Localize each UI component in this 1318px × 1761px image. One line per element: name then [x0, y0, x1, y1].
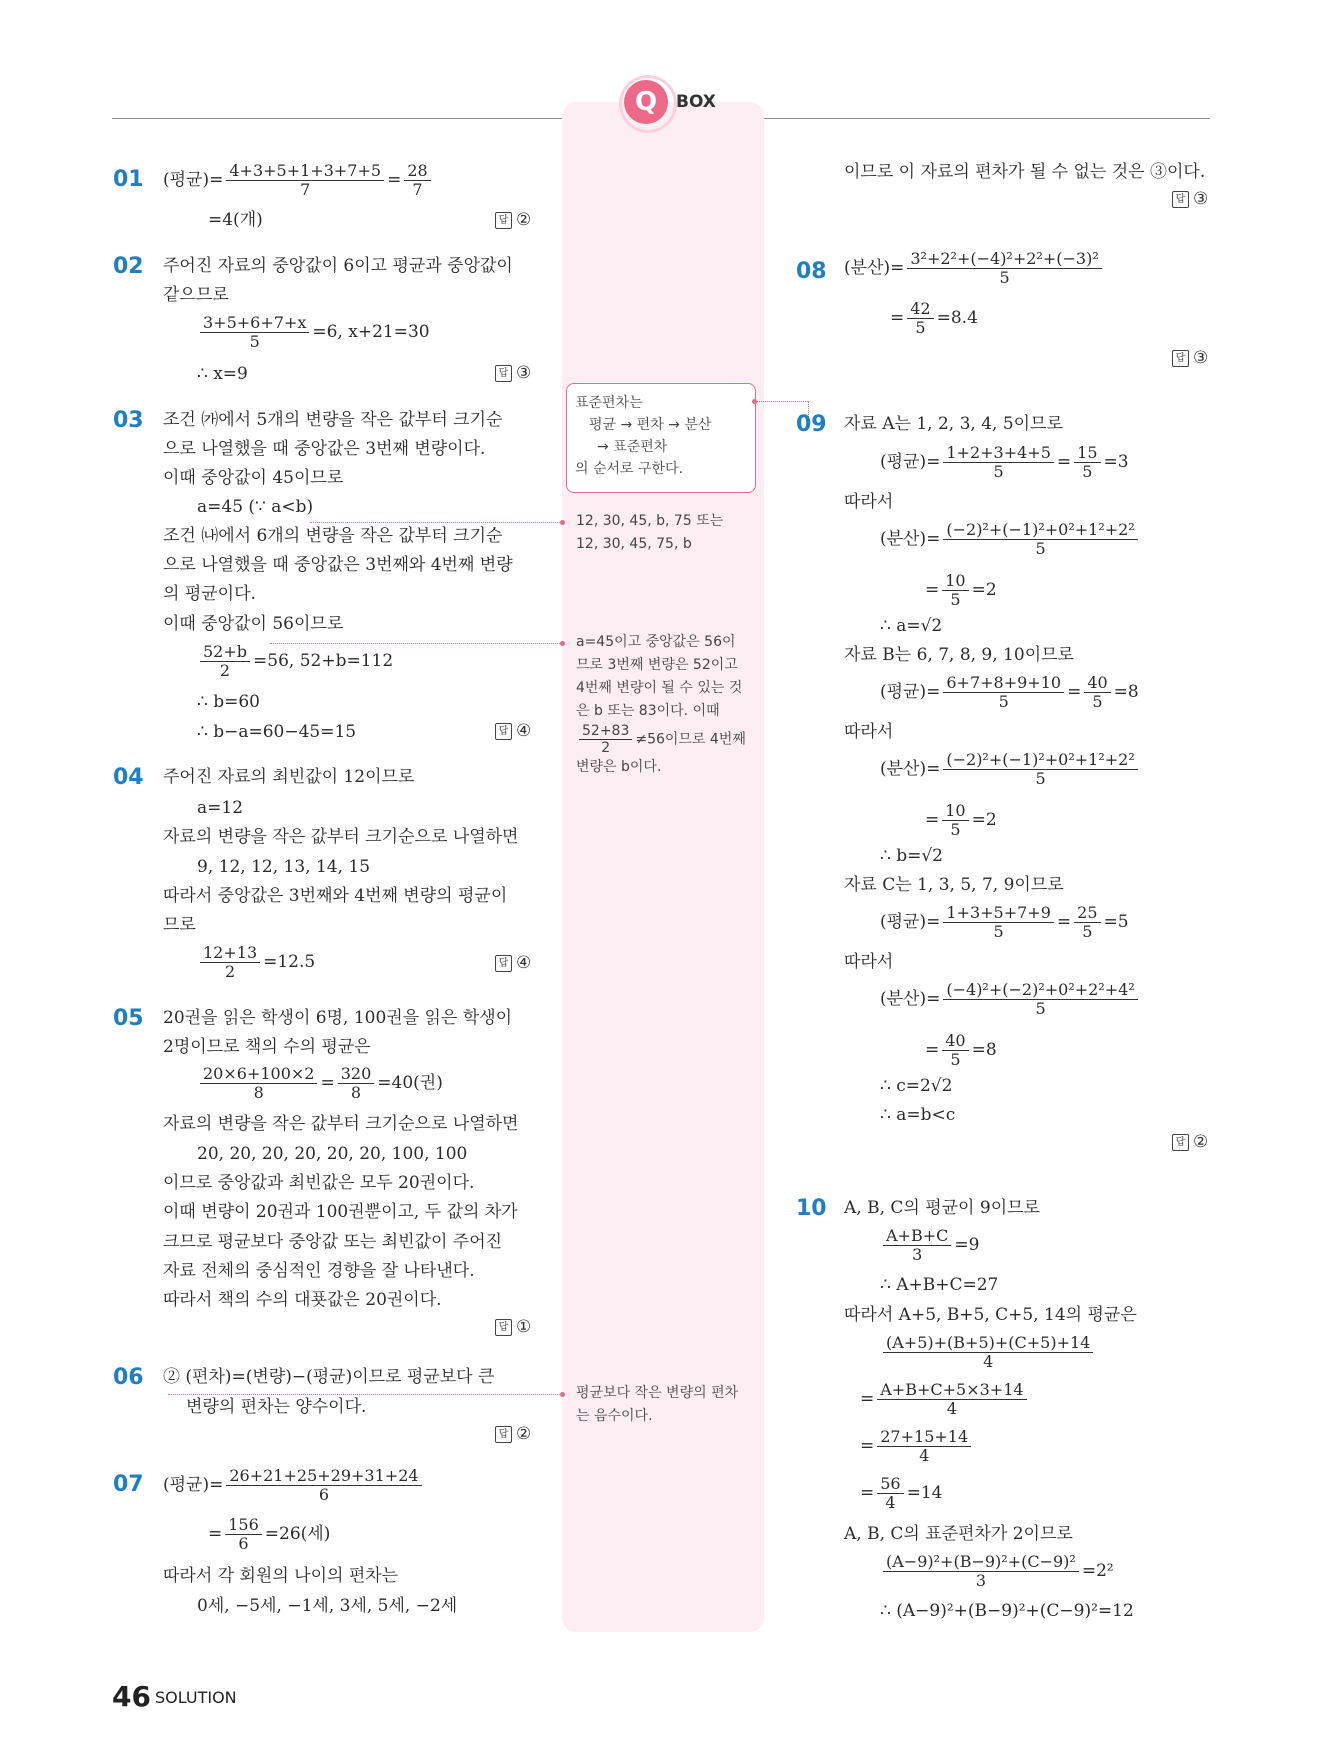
p05-line7: 이때 변량이 20권과 100권뿐이고, 두 값의 차가	[163, 1202, 518, 1222]
answer-03: 답 ④	[495, 721, 531, 741]
p03-line6: 으로 나열했을 때 중앙값은 3번째와 4번째 변량	[163, 555, 513, 575]
p09-c-result: ∴ c=2√2	[880, 1076, 953, 1096]
p03-line5: 조건 ㈏에서 6개의 변량을 작은 값부터 크기순	[163, 526, 503, 546]
problem-number-08: 08	[796, 259, 827, 284]
answer-icon: 답	[1172, 350, 1189, 367]
p08-line2: = $\frac{42}{5}$ =8.4	[890, 299, 978, 337]
note3: 평균보다 작은 변량의 편차 는 음수이다.	[576, 1385, 739, 1424]
p09-final: ∴ a=b<c	[880, 1105, 956, 1125]
p05-line4: 자료의 변량을 작은 값부터 크기순으로 나열하면	[163, 1114, 519, 1134]
p10-line11: ∴ (A−9)²+(B−9)²+(C−9)²=12	[880, 1601, 1134, 1621]
answer-04: 답 ④	[495, 953, 531, 973]
p03-line4: a=45 (∵ a<b)	[197, 497, 314, 517]
p01-line2: =4(개)	[208, 210, 263, 230]
p05-line9: 자료 전체의 중심적인 경향을 잘 나타낸다.	[163, 1261, 475, 1281]
p09-b-mean: (평균)= $\frac{6+7+8+9+10}{5}$ = $\frac{40}{5}$ =8	[880, 673, 1139, 711]
answer-05: 답 ①	[495, 1317, 531, 1337]
p03-line9: $\frac{52+b}{2}$ =56, 52+b=112	[197, 643, 393, 680]
p03-line3: 이때 중앙값이 45이므로	[163, 468, 344, 488]
answer-icon: 답	[495, 955, 512, 972]
p07-line2: = $\frac{156}{6}$ =26(세)	[208, 1515, 331, 1553]
p03-line2: 으로 나열했을 때 중앙값은 3번째 변량이다.	[163, 439, 486, 459]
page-number: 46	[112, 1680, 151, 1713]
problem-number-07: 07	[113, 1472, 144, 1497]
p09-b-result: ∴ b=√2	[880, 846, 943, 866]
p03-line10: ∴ b=60	[197, 692, 260, 712]
answer-08: 답 ③	[1172, 348, 1208, 368]
p05-line6: 이므로 중앙값과 최빈값은 모두 20권이다.	[163, 1173, 475, 1193]
p09-a-var: (분산)= $\frac{\text{(−2)²+(−1)²+0²+1²+2²}}{5}$	[880, 521, 1141, 558]
answer-icon: 답	[495, 365, 512, 382]
footer-label: SOLUTION	[155, 1688, 237, 1707]
p09-c-var2: = $\frac{40}{5}$ =8	[925, 1031, 997, 1069]
answer-icon: 답	[495, 723, 512, 740]
p04-line1: 주어진 자료의 최빈값이 12이므로	[163, 767, 415, 787]
answer-01: 답 ②	[495, 210, 531, 230]
answer-02: 답 ③	[495, 363, 531, 383]
p05-line8: 크므로 평균보다 중앙값 또는 최빈값이 주어진	[163, 1232, 503, 1252]
note3-dot	[560, 1392, 565, 1397]
tip-connector-dot	[752, 399, 757, 404]
q-icon: Q	[624, 80, 668, 124]
p10-line4: 따라서 A+5, B+5, C+5, 14의 평균은	[844, 1305, 1137, 1325]
p10-line10: $\frac{\text{(A−9)²+(B−9)²+(C−9)²}}{3}$ =2²	[880, 1553, 1114, 1590]
p03-line1: 조건 ㈎에서 5개의 변량을 작은 값부터 크기순	[163, 410, 503, 430]
tip-line: 의 순서로 구한다.	[575, 461, 684, 477]
p09-c-therefore: 따라서	[844, 952, 894, 972]
p04-line5: 따라서 중앙값은 3번째와 4번째 변량의 평균이	[163, 886, 508, 906]
p10-line3: ∴ A+B+C=27	[880, 1275, 999, 1295]
p04-line7: $\frac{12+13}{2}$ =12.5	[197, 944, 315, 981]
p03-line8: 이때 중앙값이 56이므로	[163, 614, 344, 634]
p02-line1: 주어진 자료의 중앙값이 6이고 평균과 중앙값이	[163, 256, 513, 276]
answer-07: 답 ③	[1172, 189, 1208, 209]
answer-icon: 답	[495, 1426, 512, 1443]
p09-c-mean: (평균)= $\frac{1+3+5+7+9}{5}$ = $\frac{25}{5}$ =5	[880, 903, 1129, 941]
p01-line1: (평균)= $\frac{4+3+5+1+3+7+5}{7}$ = $\frac{28}{7}$	[163, 162, 434, 199]
p05-line2: 2명이므로 책의 수의 평균은	[163, 1037, 371, 1057]
p09-b-var: (분산)= $\frac{\text{(−2)²+(−1)²+0²+1²+2²}}{5}$	[880, 751, 1141, 788]
tip-box	[566, 383, 756, 493]
problem-number-05: 05	[113, 1006, 144, 1031]
p03-line11: ∴ b−a=60−45=15	[197, 722, 357, 742]
p02-line4: ∴ x=9	[197, 364, 248, 384]
tip-line: → 표준편차	[597, 439, 668, 455]
p09-a-therefore: 따라서	[844, 492, 894, 512]
p04-line3: 자료의 변량을 작은 값부터 크기순으로 나열하면	[163, 827, 519, 847]
p09-b-therefore: 따라서	[844, 722, 894, 742]
p02-line3: $\frac{3+5+6+7+x}{5}$ =6, x+21=30	[197, 314, 430, 351]
p02-line2: 같으므로	[163, 285, 229, 305]
p10-line1: A, B, C의 평균이 9이므로	[844, 1198, 1040, 1218]
p04-line6: 므로	[163, 915, 196, 935]
problem-number-02: 02	[113, 254, 144, 279]
p10-line8: = $\frac{56}{4}$ =14	[860, 1474, 943, 1512]
tip-connector	[756, 401, 808, 402]
note1-connector	[310, 522, 562, 523]
p10-line9: A, B, C의 표준편차가 2이므로	[844, 1524, 1073, 1544]
p09-b-line1: 자료 B는 6, 7, 8, 9, 10이므로	[844, 645, 1074, 665]
p10-line5: $\frac{(A+5)+(B+5)+(C+5)+14}{4}$	[880, 1334, 1096, 1371]
problem-number-09: 09	[796, 412, 827, 437]
tip-line: 평균 → 편차 → 분산	[589, 417, 712, 433]
answer-icon: 답	[495, 212, 512, 229]
answer-06: 답 ②	[495, 1424, 531, 1444]
p04-line4: 9, 12, 12, 13, 14, 15	[197, 857, 371, 877]
p04-line2: a=12	[197, 798, 244, 818]
note1-dot	[560, 520, 565, 525]
header-rule-right	[764, 118, 1210, 119]
p05-line10: 따라서 책의 수의 대푯값은 20권이다.	[163, 1290, 442, 1310]
q-box-logo	[624, 80, 716, 124]
answer-icon: 답	[495, 1319, 512, 1336]
tip-line: 표준편차는	[575, 395, 643, 411]
p06-line1: ② (편차)=(변량)−(평균)이므로 평균보다 큰	[163, 1367, 495, 1387]
p03-line7: 의 평균이다.	[163, 584, 256, 604]
p09-c-var: (분산)= $\frac{\text{(−4)²+(−2)²+0²+2²+4²}}{5}$	[880, 981, 1141, 1018]
p09-c-line1: 자료 C는 1, 3, 5, 7, 9이므로	[844, 875, 1064, 895]
answer-icon: 답	[1172, 1134, 1189, 1151]
answer-09: 답 ②	[1172, 1132, 1208, 1152]
p05-line1: 20권을 읽은 학생이 6명, 100권을 읽은 학생이	[163, 1008, 513, 1028]
answer-icon: 답	[1172, 191, 1189, 208]
problem-number-10: 10	[796, 1196, 827, 1221]
p07-line5: 이므로 이 자료의 편차가 될 수 없는 것은 ③이다.	[844, 162, 1206, 182]
p09-a-mean: (평균)= $\frac{1+2+3+4+5}{5}$ = $\frac{15}{5}$ =3	[880, 443, 1129, 481]
p09-b-var2: = $\frac{10}{5}$ =2	[925, 801, 997, 839]
p05-line3: $\frac{20\times 6+100\times 2}{8}$ = $\frac{320}{8}$ =40(권)	[197, 1065, 443, 1102]
p06-line2: 변량의 편차는 양수이다.	[186, 1397, 367, 1417]
note2-dot	[560, 641, 565, 646]
p08-line1: (분산)= $\frac{\text{3²+2²+(−4)²+2²+(−3)²}}{5}$	[844, 250, 1105, 287]
note1: 12, 30, 45, b, 75 또는 12, 30, 45, 75, b	[576, 513, 724, 552]
p10-line6: = $\frac{A+B+C+5\times 3+14}{4}$	[860, 1381, 1030, 1418]
box-label: BOX	[676, 92, 716, 112]
header-rule-left	[112, 118, 562, 119]
p07-line4: 0세, −5세, −1세, 3세, 5세, −2세	[197, 1596, 458, 1616]
p05-line5: 20, 20, 20, 20, 20, 20, 100, 100	[197, 1144, 468, 1164]
p10-line7: = $\frac{27+15+14}{4}$	[860, 1428, 974, 1465]
note2: a=45이고 중앙값은 56이 므로 3번째 변량은 52이고 4번째 변량이 될 수 있는 것 은 b 또는 83이다. 이때 $\frac{52+83}{2}$ ≠56이므로 4번째 변량은 b이다.	[576, 634, 746, 775]
p07-line1: (평균)= $\frac{26+21+25+29+31+24}{6}$	[163, 1467, 425, 1504]
p09-a-line1: 자료 A는 1, 2, 3, 4, 5이므로	[844, 414, 1063, 434]
p10-line2: $\frac{A+B+C}{3}$ =9	[880, 1227, 979, 1264]
problem-number-01: 01	[113, 167, 144, 192]
problem-number-06: 06	[113, 1365, 144, 1390]
problem-number-03: 03	[113, 408, 144, 433]
p07-line3: 따라서 각 회원의 나이의 편차는	[163, 1566, 399, 1586]
p09-a-result: ∴ a=√2	[880, 616, 943, 636]
problem-number-04: 04	[113, 765, 144, 790]
p09-a-var2: = $\frac{10}{5}$ =2	[925, 571, 997, 609]
